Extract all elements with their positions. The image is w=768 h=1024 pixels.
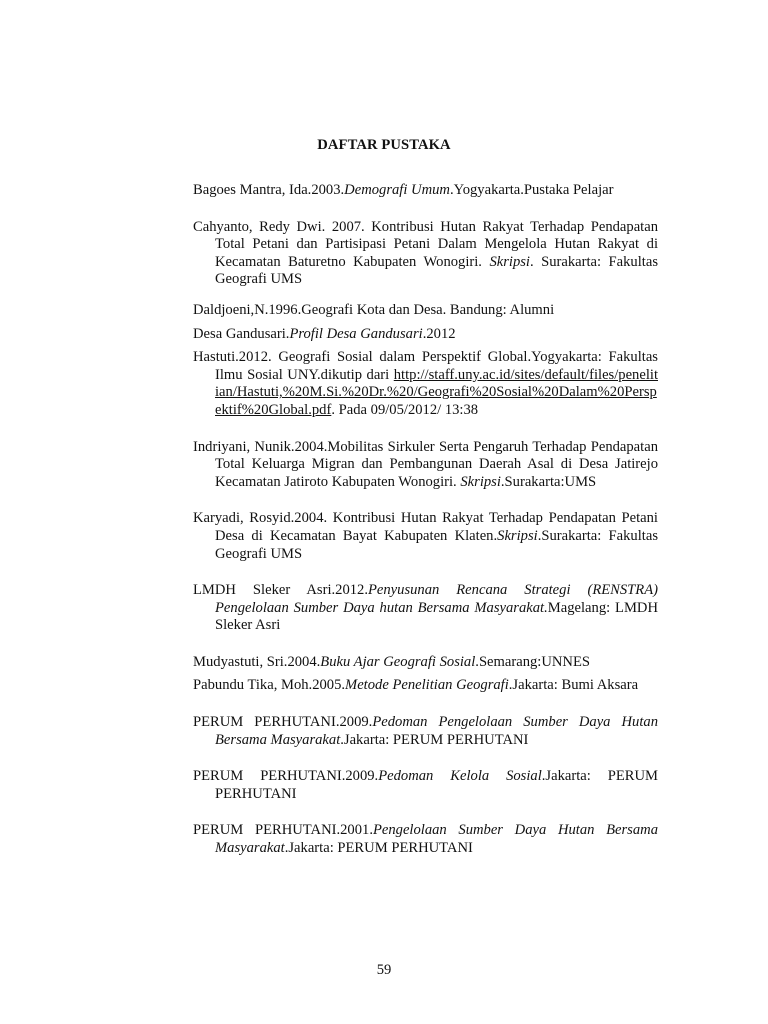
reference-text: .Surakarta: Fakultas Geografi UMS [215,527,658,562]
reference-entry [193,439,658,492]
reference-entry [193,822,658,857]
reference-text: .Jakarta: PERUM PERHUTANI [215,768,658,802]
reference-entry [193,219,658,289]
reference-title-italic: Pedoman Pengelolaan Sumber Daya Hutan Bersama Masyarakat [215,714,658,748]
reference-entry [193,302,658,320]
reference-title-italic: Skripsi [460,473,501,490]
reference-text: PERUM PERHUTANI.2009. [193,768,379,785]
reference-title-italic: Skripsi [497,527,538,544]
reference-entry [193,182,658,200]
reference-title-italic: Buku Ajar Geografi Sosial [320,653,476,670]
reference-text: . Surakarta: Fakultas Geografi UMS [215,253,659,288]
reference-text: .Yogyakarta.Pustaka Pelajar [449,182,614,198]
reference-text: .Jakarta: PERUM PERHUTANI [340,731,529,748]
reference-text: Mudyastuti, Sri.2004. [193,653,321,670]
reference-text: PERUM PERHUTANI.2009. [193,714,373,731]
reference-title-italic: Pengelolaan Sumber Daya Hutan Bersama Masyarakat [215,822,658,857]
page-title: DAFTAR PUSTAKA [317,137,451,153]
reference-entry [193,654,658,672]
reference-text: Magelang: LMDH Sleker Asri [215,599,659,634]
reference-text: . Pada 09/05/2012/ 13:38 [331,401,479,418]
reference-text: .Surakarta:UMS [500,473,597,490]
reference-entry [193,582,658,635]
reference-text: PERUM PERHUTANI.2001. [193,822,373,839]
reference-title-italic: Metode Penelitian Geografi [345,677,509,694]
reference-text: Indriyani, Nunik.2004.Mobilitas Sirkuler Serta Pengaruh Terhadap Pendapatan Total Keluarga Migran dan Pembangunan Daerah Asal di Desa Jatirejo Kecamatan Jatiroto Kabupaten Wonogiri. [193,438,658,490]
reference-text: Daldjoeni,N.1996.Geografi Kota dan Desa. Bandung: Alumni [193,301,555,318]
reference-entry [193,510,658,563]
reference-entry [193,768,658,803]
reference-title-italic: Pedoman Kelola Sosial [378,768,542,785]
reference-text: .Jakarta: Bumi Aksara [508,677,639,694]
reference-text: .Jakarta: PERUM PERHUTANI [284,840,473,857]
reference-text: Karyadi, Rosyid.2004. Kontribusi Hutan Rakyat Terhadap Pendapatan Petani Desa di Kecamatan Bayat Kabupaten Klaten. [193,510,658,544]
reference-title-italic: Profil Desa Gandusari [289,325,423,342]
reference-title-italic: Penyusunan Rencana Strategi (RENSTRA) Pengelolaan Sumber Daya hutan Bersama Masyarakat. [215,582,658,616]
reference-text: Cahyanto, Redy Dwi. 2007. Kontribusi Hutan Rakyat Terhadap Pendapatan Total Petani dan Partisipasi Petani Dalam Mengelola Hutan Rakyat di Kecamatan Baturetno Kabupaten Wonogiri. [193,218,658,270]
reference-entry [193,326,658,344]
reference-text: .Semarang:UNNES [475,653,591,670]
page-number: 59 [376,962,392,978]
reference-url-link[interactable]: http://staff.uny.ac.id/sites/default/files/penelitian/Hastuti,%20M.Si.%20Dr.%20/Geografi%20Sosial%20Dalam%20Perspektif%20Global.pdf [215,366,658,418]
reference-text: Hastuti.2012. Geografi Sosial dalam Perspektif Global.Yogyakarta: Fakultas Ilmu Sosial UNY.dikutip dari [193,349,658,383]
reference-text: Desa Gandusari. [193,325,290,342]
reference-title-italic: Skripsi [489,253,530,270]
reference-text: LMDH Sleker Asri.2012. [193,582,368,599]
reference-entry [193,677,658,695]
reference-title-italic: Demografi Umum [344,182,450,198]
reference-text: .2012 [422,325,456,342]
reference-text: Bagoes Mantra, Ida.2003. [193,182,345,198]
reference-list [193,182,658,858]
reference-entry [193,714,658,749]
reference-entry [193,349,658,419]
reference-text: Pabundu Tika, Moh.2005. [193,677,346,694]
